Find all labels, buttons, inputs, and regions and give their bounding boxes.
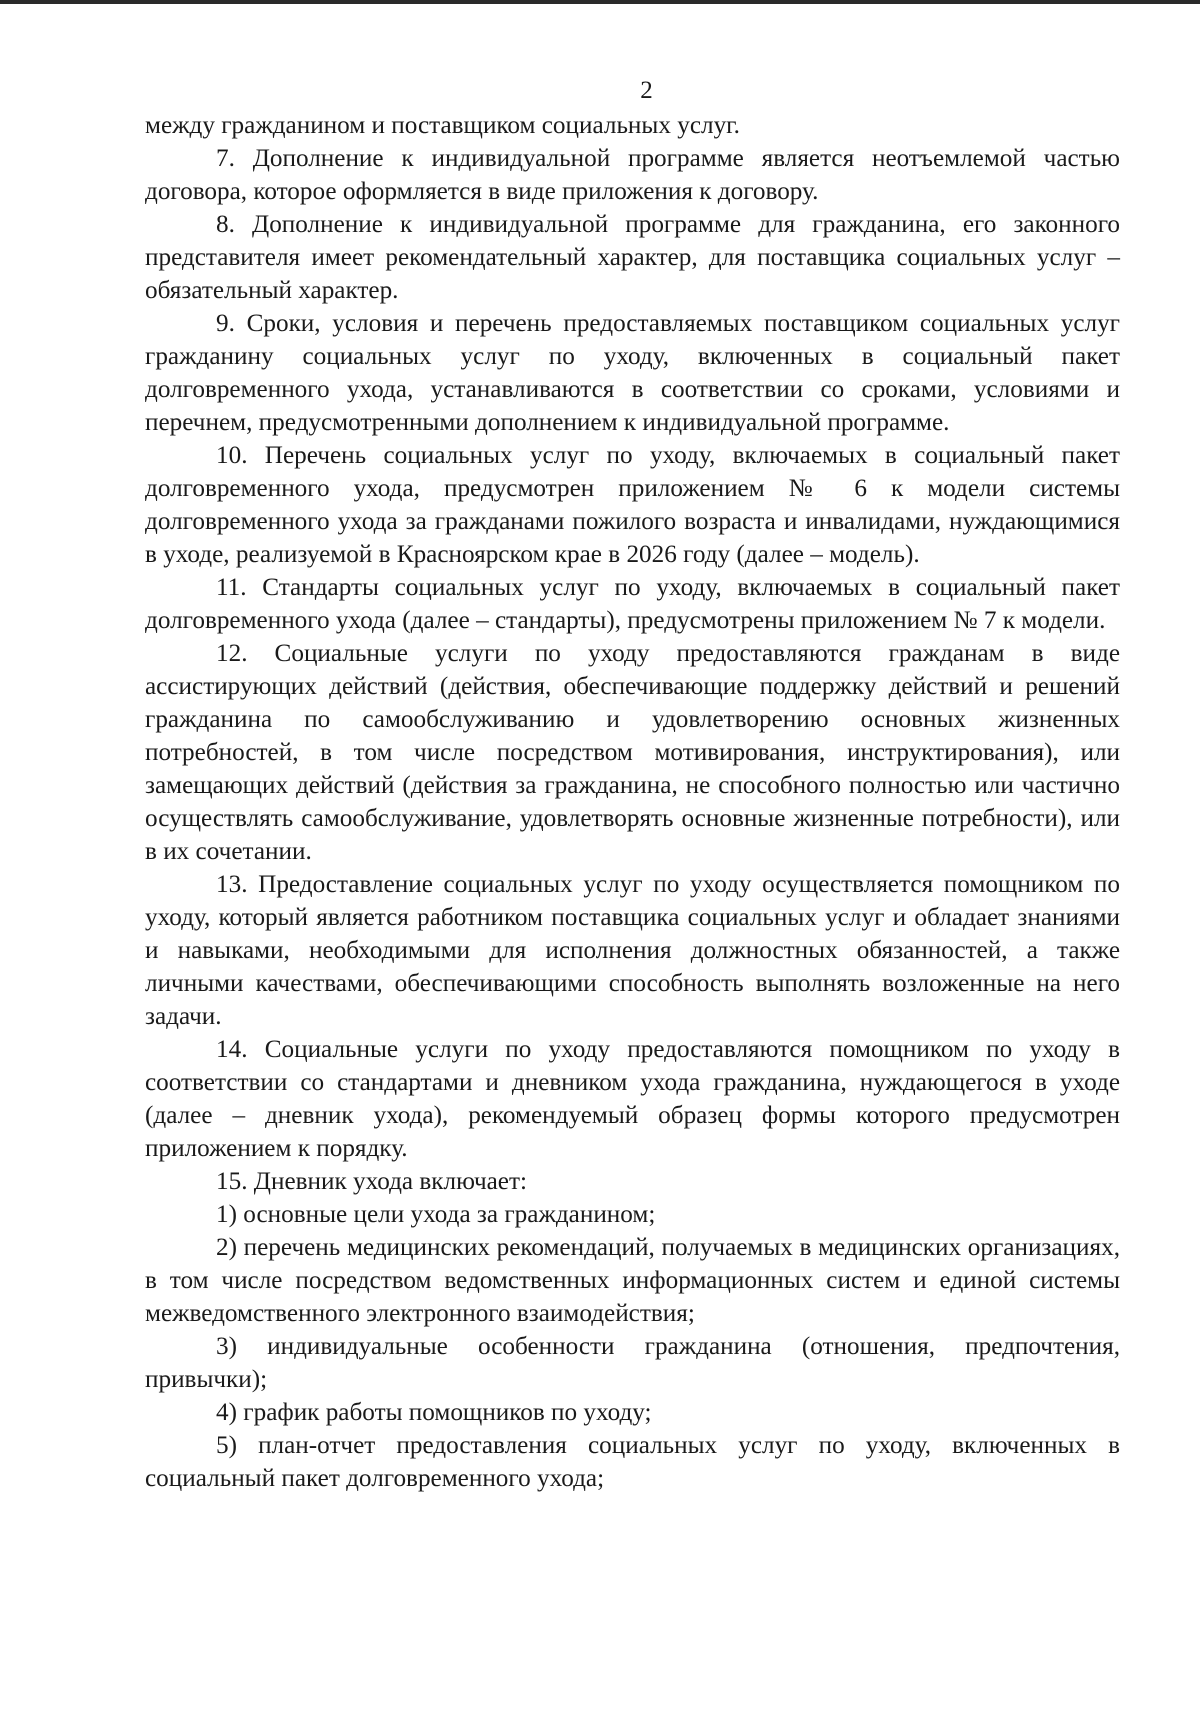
scan-top-border (0, 0, 1200, 4)
paragraph-continuation: между гражданином и поставщиком социальных услуг. (145, 112, 740, 139)
page-number: 2 (640, 77, 653, 104)
document-page (145, 74, 1120, 1495)
paragraph-item-9: 9. Сроки, условия и перечень предоставляемых поставщиком социальных услуг гражданину социальных услуг по уходу, включенных в социальный пакет долговременного ухода, устанавливаются в соответствии со сроками, условиями и перечнем, предусмотренными дополнением к индивидуальной программе. (145, 310, 1120, 436)
list-item-2: 2) перечень медицинских рекомендаций, получаемых в медицинских организациях, в том числе посредством ведомственных информационных систем и единой системы межведомственного электронного взаимодействия; (145, 1234, 1120, 1327)
paragraph-item-11: 11. Стандарты социальных услуг по уходу, включаемых в социальный пакет долговременного ухода (далее – стандарты), предусмотрены приложением № 7 к модели. (145, 574, 1120, 634)
paragraph-item-13: 13. Предоставление социальных услуг по уходу осуществляется помощником по уходу, который является работником поставщика социальных услуг и обладает знаниями и навыками, необходимыми для исполнения должностных обязанностей, а также личными качествами, обеспечивающими способность выполнять возложенные на него задачи. (145, 871, 1120, 1030)
paragraph-item-15: 15. Дневник ухода включает: (216, 1168, 527, 1195)
list-item-4: 4) график работы помощников по уходу; (216, 1399, 652, 1426)
list-item-3: 3) индивидуальные особенности гражданина (отношения, предпочтения, привычки); (145, 1333, 1120, 1393)
paragraph-item-14: 14. Социальные услуги по уходу предоставляются помощником по уходу в соответствии со стандартами и дневником ухода гражданина, нуждающегося в уходе (далее – дневник ухода), рекомендуемый образец формы которого предусмотрен приложением к порядку. (145, 1036, 1120, 1162)
list-item-1: 1) основные цели ухода за гражданином; (216, 1201, 656, 1228)
paragraph-item-10: 10. Перечень социальных услуг по уходу, включаемых в социальный пакет долговременного ухода, предусмотрен приложением № 6 к модели системы долговременного ухода за гражданами пожилого возраста и инвалидами, нуждающимися в уходе, реализуемой в Красноярском крае в 2026 году (далее – модель). (145, 442, 1120, 568)
paragraph-item-12: 12. Социальные услуги по уходу предоставляются гражданам в виде ассистирующих действий (действия, обеспечивающие поддержку действий и решений гражданина по самообслуживанию и удовлетворению основных жизненных потребностей, в том числе посредством мотивирования, инструктирования), или замещающих действий (действия за гражданина, не способного полностью или частично осуществлять самообслуживание, удовлетворять основные жизненные потребности), или в их сочетании. (145, 640, 1120, 865)
paragraph-item-8: 8. Дополнение к индивидуальной программе для гражданина, его законного представителя имеет рекомендательный характер, для поставщика социальных услуг – обязательный характер. (145, 211, 1120, 304)
paragraph-item-7: 7. Дополнение к индивидуальной программе является неотъемлемой частью договора, которое оформляется в виде приложения к договору. (145, 145, 1120, 205)
list-item-5: 5) план-отчет предоставления социальных услуг по уходу, включенных в социальный пакет долговременного ухода; (145, 1432, 1120, 1492)
